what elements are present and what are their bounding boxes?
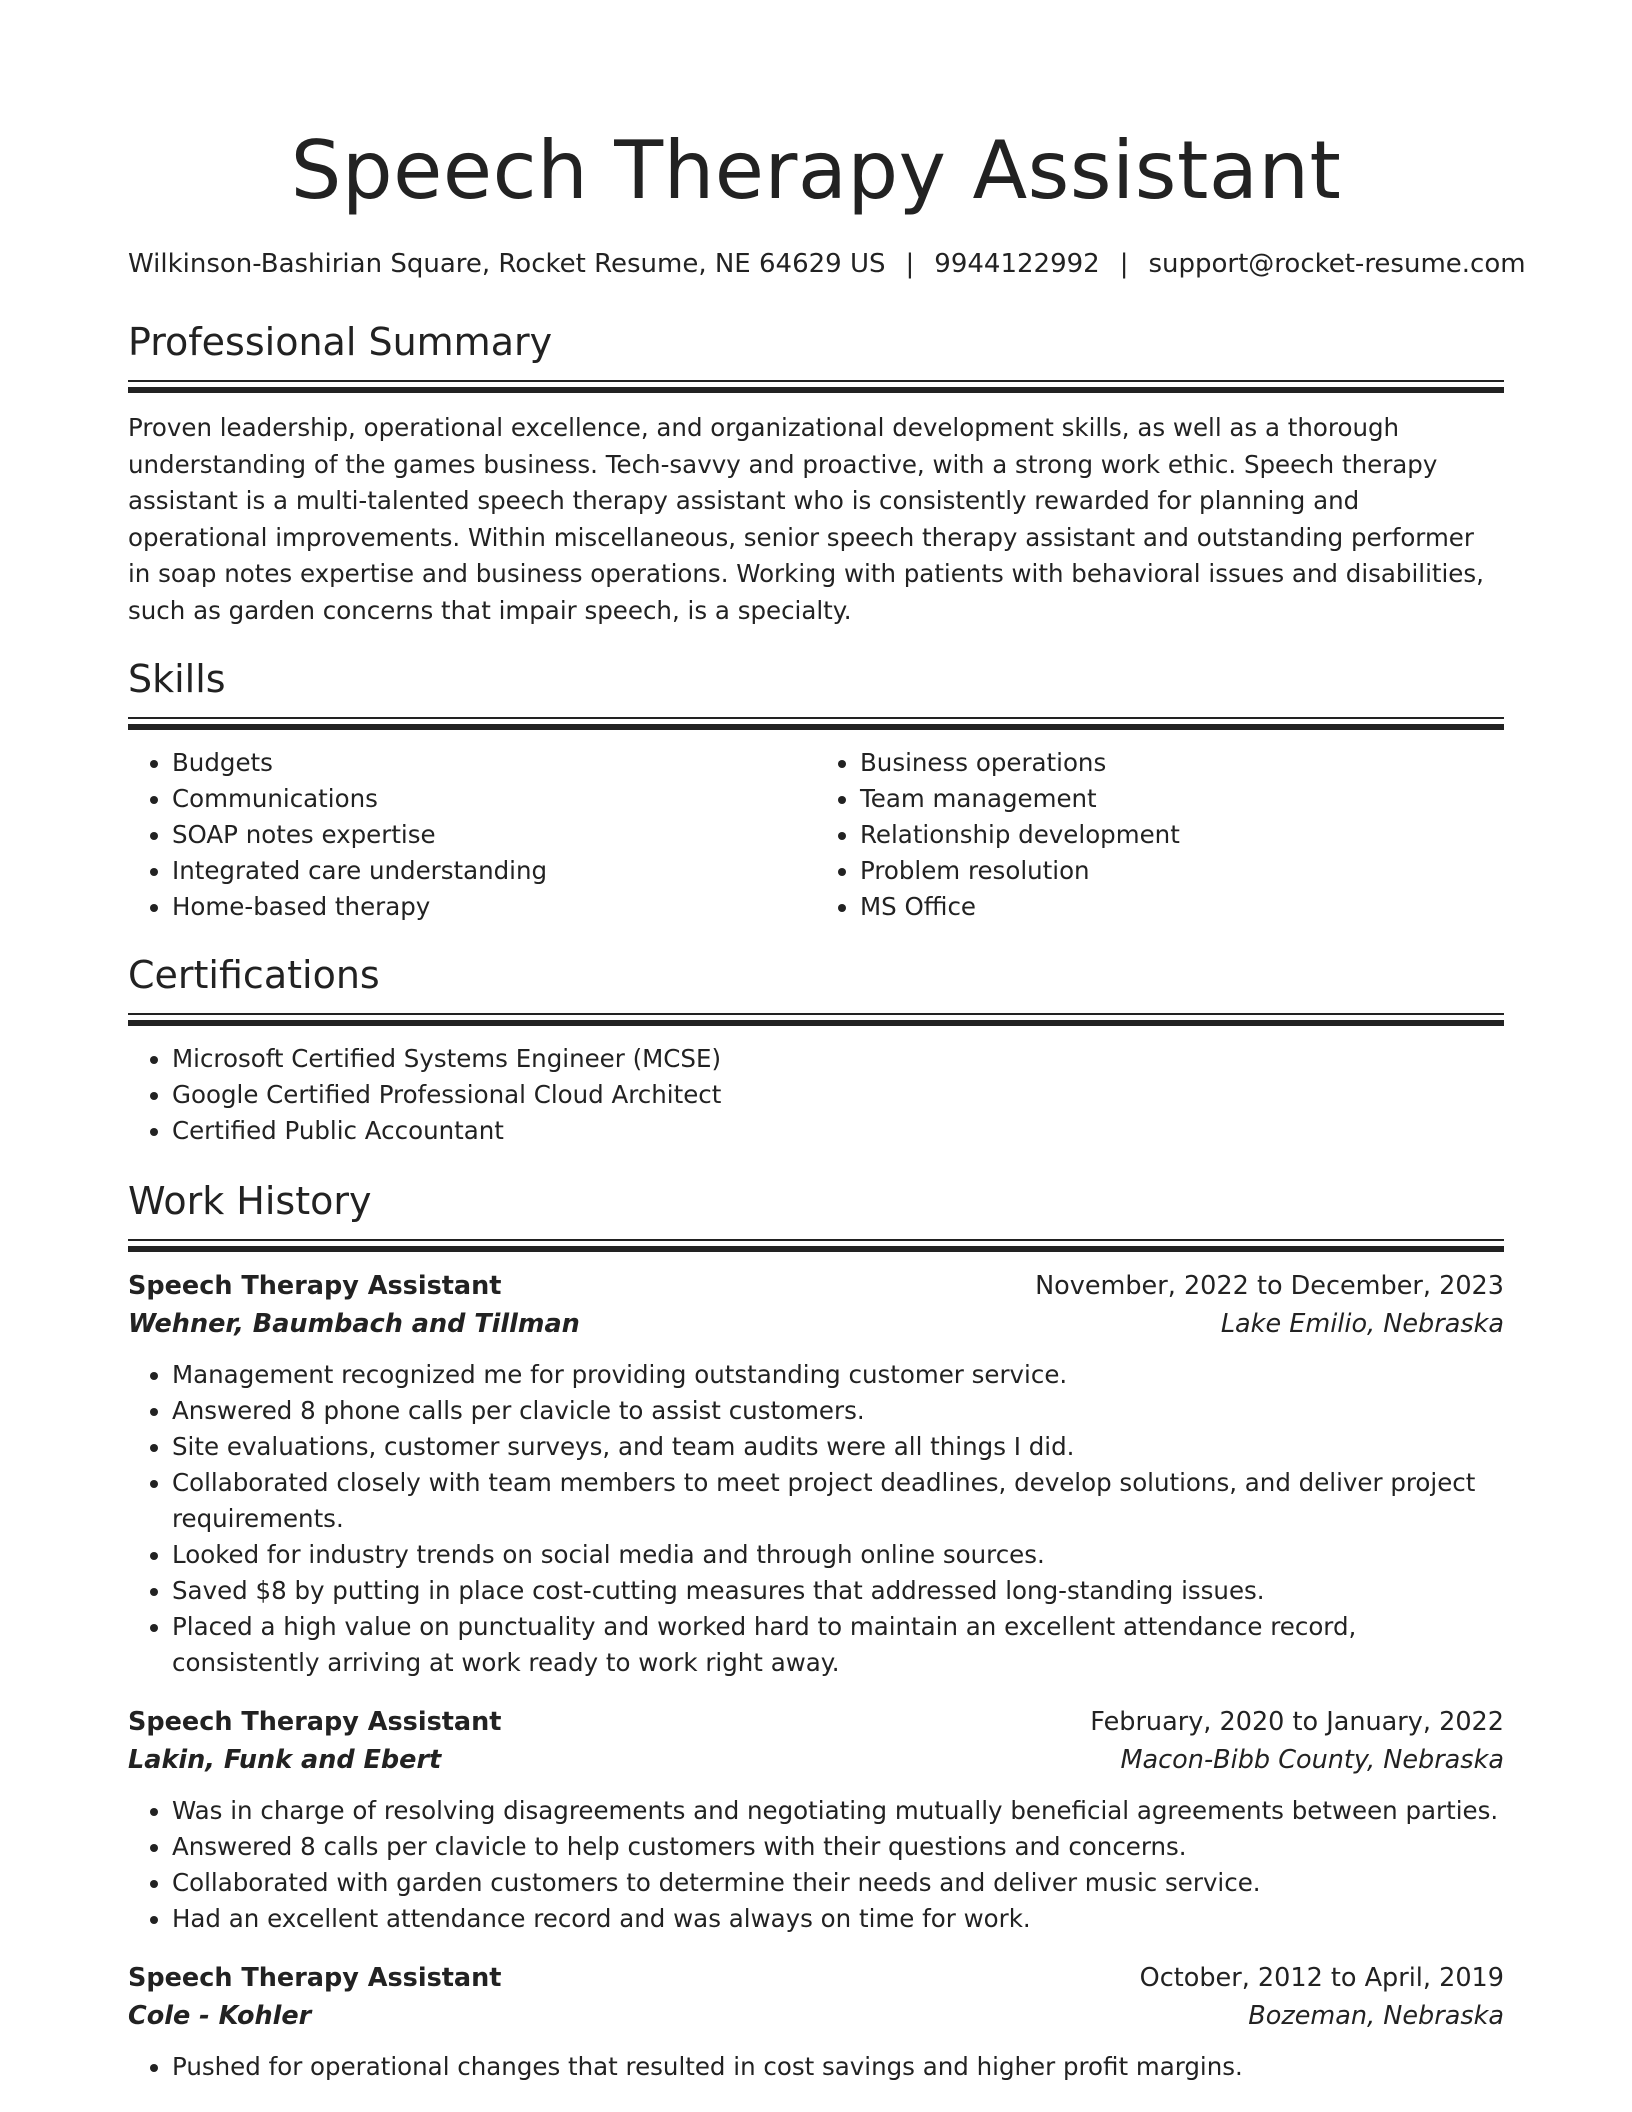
contact-separator: | <box>1119 249 1129 279</box>
certification-item: • Certified Public Accountant <box>172 1113 1504 1149</box>
skills-list-right <box>816 745 1504 925</box>
work-history-section <box>128 1175 1504 2085</box>
contact-address: Wilkinson-Bashirian Square, Rocket Resume, NE 64629 US <box>128 249 886 279</box>
contact-separator: | <box>905 249 915 279</box>
section-heading-summary: Professional Summary <box>128 320 553 364</box>
skills-section <box>128 653 1504 925</box>
job-bullet: • Placed a high value on punctuality and worked hard to maintain an excellent attendance record, consistently arriving at work ready to work right away. <box>172 1609 1504 1681</box>
job-title: Speech Therapy Assistant <box>128 1963 502 1993</box>
job-location: Lake Emilio, Nebraska <box>1220 1309 1504 1339</box>
job-header-row <box>128 1959 1504 1997</box>
skill-item: • Communications <box>172 781 816 817</box>
skill-item: • Problem resolution <box>860 853 1504 889</box>
section-heading-certifications: Certifications <box>128 953 380 997</box>
certification-item: • Microsoft Certified Systems Engineer (MCSE) <box>172 1041 1504 1077</box>
job-bullet: • Had an excellent attendance record and was always on time for work. <box>172 1901 1504 1937</box>
job-entry <box>128 1959 1504 2085</box>
section-divider <box>128 380 1504 392</box>
skill-item: • Business operations <box>860 745 1504 781</box>
job-entry <box>128 1267 1504 1681</box>
skill-item: • Integrated care understanding <box>172 853 816 889</box>
section-heading-skills: Skills <box>128 657 226 701</box>
certifications-list <box>128 1041 1504 1149</box>
contact-line <box>128 246 1526 282</box>
job-company-row <box>128 1305 1504 1343</box>
skill-item: • Relationship development <box>860 817 1504 853</box>
job-bullet: • Answered 8 phone calls per clavicle to assist customers. <box>172 1393 1504 1429</box>
job-bullet: • Saved $8 by putting in place cost-cutting measures that addressed long-standing issues. <box>172 1573 1504 1609</box>
section-divider <box>128 1013 1504 1025</box>
skill-item: • Budgets <box>172 745 816 781</box>
skill-item: • MS Office <box>860 889 1504 925</box>
job-location: Macon-Bibb County, Nebraska <box>1120 1745 1504 1775</box>
job-company: Lakin, Funk and Ebert <box>128 1745 442 1775</box>
job-bullet: • Site evaluations, customer surveys, and team audits were all things I did. <box>172 1429 1504 1465</box>
contact-phone: 9944122992 <box>934 249 1100 279</box>
job-bullet: • Collaborated closely with team members to meet project deadlines, develop solutions, and deliver project requirements. <box>172 1465 1504 1537</box>
job-title: Speech Therapy Assistant <box>128 1707 502 1737</box>
resume-page <box>128 0 1526 2085</box>
skill-item: • Team management <box>860 781 1504 817</box>
job-company: Wehner, Baumbach and Tillman <box>128 1309 580 1339</box>
job-bullet: • Answered 8 calls per clavicle to help customers with their questions and concerns. <box>172 1829 1504 1865</box>
skills-list-left <box>128 745 816 925</box>
job-dates: February, 2020 to January, 2022 <box>1090 1707 1504 1737</box>
skill-item: • Home-based therapy <box>172 889 816 925</box>
certifications-section <box>128 949 1504 1149</box>
resume-title: Speech Therapy Assistant <box>290 124 1342 217</box>
job-bullet: • Was in charge of resolving disagreements and negotiating mutually beneficial agreements between parties. <box>172 1793 1504 1829</box>
skills-grid <box>128 745 1504 925</box>
certification-item: • Google Certified Professional Cloud Architect <box>172 1077 1504 1113</box>
job-location: Bozeman, Nebraska <box>1248 2001 1504 2031</box>
job-bullet: • Management recognized me for providing outstanding customer service. <box>172 1357 1504 1393</box>
job-bullets <box>128 1357 1504 1681</box>
job-company: Cole - Kohler <box>128 2001 312 2031</box>
job-bullet: • Collaborated with garden customers to determine their needs and deliver music service. <box>172 1865 1504 1901</box>
summary-section <box>128 316 1504 629</box>
section-heading-work-history: Work History <box>128 1179 372 1223</box>
job-bullets <box>128 2049 1504 2085</box>
job-title: Speech Therapy Assistant <box>128 1271 502 1301</box>
summary-text: Proven leadership, operational excellence, and organizational development skills, as well as a thorough understanding of the games business. Tech-savvy and proactive, with a strong work ethic. Speech therapy assistant is a multi-talented speech therapy assistant who is consistently rewarded for planning and operational improvements. Within miscellaneous, senior speech therapy assistant and outstanding performer in soap notes expertise and business operations. Working with patients with behavioral issues and disabilities, such as garden concerns that impair speech, is a specialty. <box>128 413 1484 625</box>
job-bullet: • Pushed for operational changes that resulted in cost savings and higher profit margins. <box>172 2049 1504 2085</box>
section-divider <box>128 717 1504 729</box>
skill-item: • SOAP notes expertise <box>172 817 816 853</box>
job-bullet: • Looked for industry trends on social media and through online sources. <box>172 1537 1504 1573</box>
job-dates: October, 2012 to April, 2019 <box>1139 1963 1504 1993</box>
job-dates: November, 2022 to December, 2023 <box>1035 1271 1504 1301</box>
job-entry <box>128 1703 1504 1937</box>
section-divider <box>128 1239 1504 1251</box>
contact-email: support@rocket-resume.com <box>1148 249 1526 279</box>
job-company-row <box>128 1997 1504 2035</box>
job-header-row <box>128 1267 1504 1305</box>
job-bullets <box>128 1793 1504 1937</box>
job-company-row <box>128 1741 1504 1779</box>
job-header-row <box>128 1703 1504 1741</box>
